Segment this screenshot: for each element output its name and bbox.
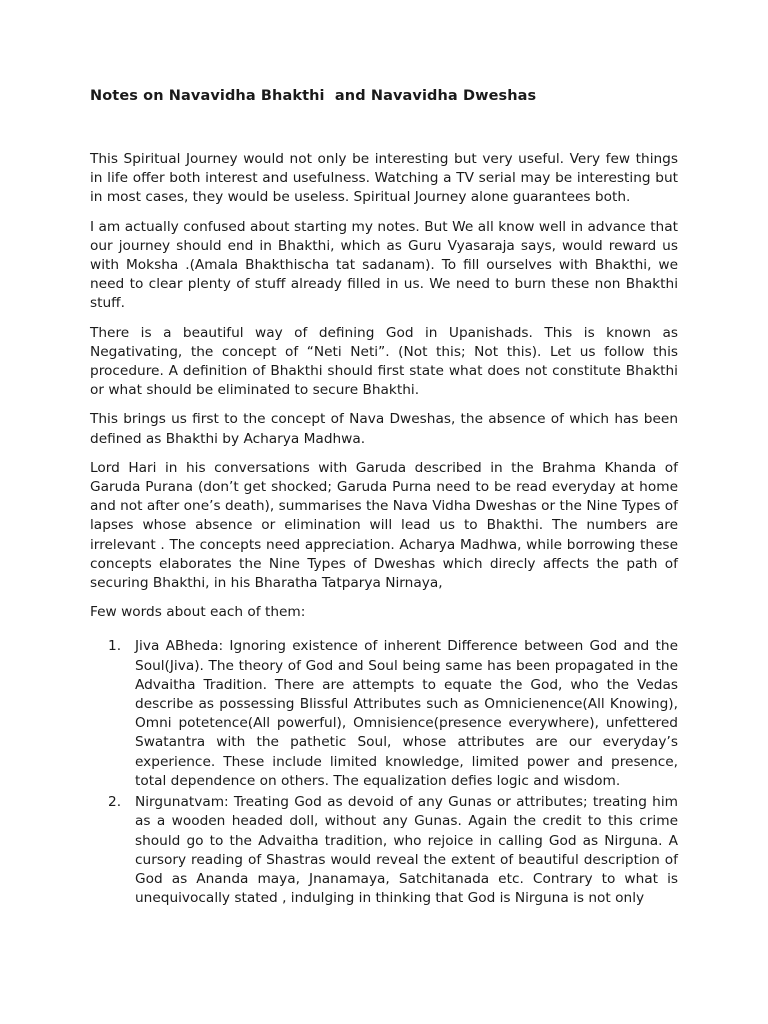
document-page (90, 88, 678, 910)
list-item (90, 793, 678, 908)
list-item-number: 2. (108, 794, 122, 811)
paragraph-nava-dweshas: This brings us first to the concept of Nava Dweshas, the absence of which has been defined as Bhakthi by Acharya Madhwa. (90, 411, 678, 447)
document-title: Notes on Navavidha Bhakthi and Navavidha Dweshas (90, 88, 537, 104)
list-item (90, 637, 678, 791)
paragraph-negativating: There is a beautiful way of defining God in Upanishads. This is known as Negativating, the concept of “Neti Neti”. (Not this; Not this). Let us follow this procedure. A definition of Bhakthi should first state what does not constitute Bhakthi or what should be eliminated to secure Bhakthi. (90, 324, 678, 399)
dwesha-list (90, 637, 678, 908)
list-item-number: 1. (108, 638, 122, 655)
paragraph-notes: I am actually confused about starting my notes. But We all know well in advance that our journey should end in Bhakthi, which as Guru Vyasaraja says, would reward us with Moksha .(Amala Bhakthischa tat sadanam). To fill ourselves with Bhakthi, we need to clear plenty of stuff already filled in us. We need to burn these non Bhakthi stuff. (90, 218, 678, 312)
paragraph-garuda-purana: Lord Hari in his conversations with Garuda described in the Brahma Khanda of Garuda Purana (don’t get shocked; Garuda Purna need to be read everyday at home and not after one’s death), summarises the Nava Vidha Dweshas or the Nine Types of lapses whose absence or elimination will lead us to Bhakthi. The numbers are irrelevant . The concepts need appreciation. Acharya Madhwa, while borrowing these concepts elaborates the Nine Types of Dweshas which direcly affects the path of securing Bhakthi, in his Bharatha Tatparya Nirnaya, (90, 459, 678, 592)
list-item-text: Jiva ABheda: Ignoring existence of inherent Difference between God and the Soul(Jiva). The theory of God and Soul being same has been propagated in the Advaitha Tradition. There are attempts to equate the God, who the Vedas describe as possessing Blissful Attributes such as Omnicienence(All Knowing), Omni potetence(All powerful), Omnisience(presence everywhere), unfettered Swatantra with the pathetic Soul, whose attributes are our everyday’s experience. These include limited knowledge, limited power and presence, total dependence on others. The equalization defies logic and wisdom. (135, 638, 678, 789)
list-item-text: Nirgunatvam: Treating God as devoid of any Gunas or attributes; treating him as a wooden headed doll, without any Gunas. Again the credit to this crime should go to the Advaitha tradition, who rejoice in calling God as Nirguna. A cursory reading of Shastras would reveal the extent of beautiful description of God as Ananda maya, Jnanamaya, Satchitanada etc. Contrary to what is unequivocally stated , indulging in thinking that God is Nirguna is not only (135, 794, 678, 907)
paragraph-few-words: Few words about each of them: (90, 604, 306, 621)
paragraph-intro: This Spiritual Journey would not only be interesting but very useful. Very few things in life offer both interest and usefulness. Watching a TV serial may be interesting but in most cases, they would be useless. Spiritual Journey alone guarantees both. (90, 151, 678, 206)
